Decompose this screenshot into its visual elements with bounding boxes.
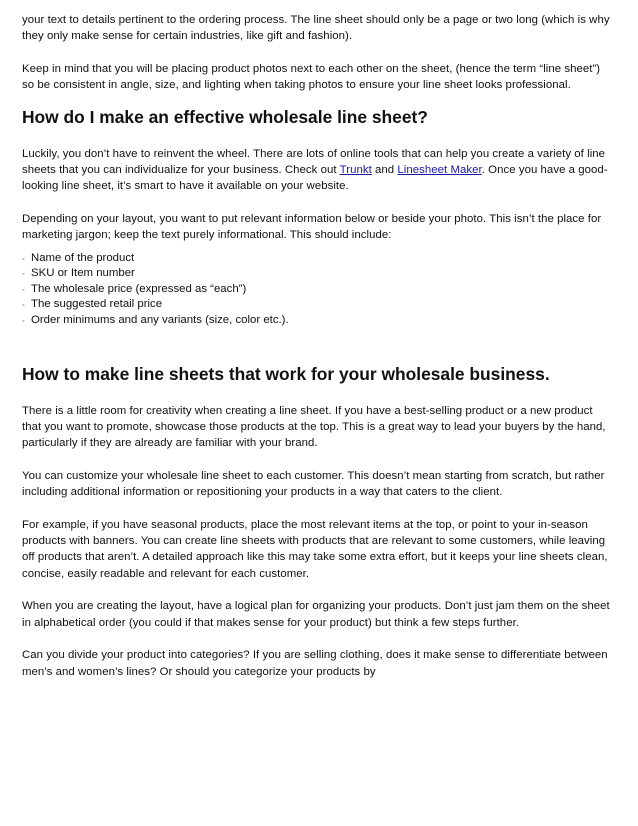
paragraph-categories: Can you divide your product into categories? If you are selling clothing, does it make sense to differentiate between men’s and women’s lines? Or should you categorize your products by xyxy=(22,649,608,678)
bullet-icon: ◦ xyxy=(22,255,25,263)
linesheet-maker-link[interactable]: Linesheet Maker xyxy=(397,164,482,177)
list-item-text: Name of the product xyxy=(31,251,135,264)
paragraph-seasonal-products: For example, if you have seasonal products, place the most relevant items at the top, or point to your in-season products with banners. You can create line sheets with products that are relevant to some customers, while leaving off products that aren’t. A detailed approach like this may take some extra effort, but it keeps your line sheets clean, concise, easily readable and relevant for each customer. xyxy=(22,518,608,580)
list-item xyxy=(22,313,614,329)
list-item-text: Order minimums and any variants (size, color etc.). xyxy=(31,314,289,327)
paragraph-ordering-process: your text to details pertinent to the ordering process. The line sheet should only be a page or two long (which is why they only make sense for certain industries, like gift and fashion). xyxy=(22,14,610,43)
list-item xyxy=(22,266,614,282)
bullet-icon: ◦ xyxy=(22,318,25,326)
paragraph-online-tools-text-2: and xyxy=(371,164,398,177)
bullet-icon: ◦ xyxy=(22,271,25,279)
list-item-text: The wholesale price (expressed as “each”) xyxy=(31,282,247,295)
paragraph-online-tools-text-1: Luckily, you don’t have to reinvent the wheel. There are lots of online tools that can help you create a variety of line sheets that you can individualize for your business. Check out xyxy=(22,147,606,177)
document-page xyxy=(22,12,614,680)
list-item xyxy=(22,297,614,313)
list-item xyxy=(22,251,614,267)
bullet-icon: ◦ xyxy=(22,286,25,294)
trunkt-link[interactable]: Trunkt xyxy=(339,164,372,177)
list-item-text: The suggested retail price xyxy=(31,298,163,311)
include-list xyxy=(22,251,614,329)
paragraph-creativity: There is a little room for creativity when creating a line sheet. If you have a best-selling product or a new product that you want to promote, showcase those products at the top. This is a great way to lead your buyers by the hand, particularly if they are already are familiar with your brand. xyxy=(22,404,606,450)
paragraph-customize: You can customize your wholesale line sheet to each customer. This doesn’t mean starting from scratch, but rather including additional information or repositioning your products in a way that caters to the client. xyxy=(22,469,605,499)
paragraph-logical-plan: When you are creating the layout, have a logical plan for organizing your products. Don’t just jam them on the sheet in alphabetical order (you could if that makes sense for your product) but think a few steps further. xyxy=(22,600,610,629)
heading-effective-line-sheet: How do I make an effective wholesale line sheet? xyxy=(22,106,428,127)
paragraph-online-tools-text-3: . Once you have a good-looking line sheet, it’s smart to have it available on your website. xyxy=(22,164,608,193)
paragraph-layout-information: Depending on your layout, you want to put relevant information below or beside your photo. This isn’t the place for marketing jargon; keep the text purely informational. This should include: xyxy=(22,212,602,242)
paragraph-product-photos: Keep in mind that you will be placing product photos next to each other on the sheet, (hence the term “line sheet”) so be consistent in angle, size, and lighting when taking photos to ensure your line sheet looks professional. xyxy=(22,62,601,92)
paragraph-online-tools xyxy=(22,146,614,195)
bullet-icon: ◦ xyxy=(22,302,25,310)
heading-line-sheets-that-work: How to make line sheets that work for your wholesale business. xyxy=(22,363,550,384)
list-item-text: SKU or Item number xyxy=(31,267,135,280)
list-item xyxy=(22,282,614,298)
